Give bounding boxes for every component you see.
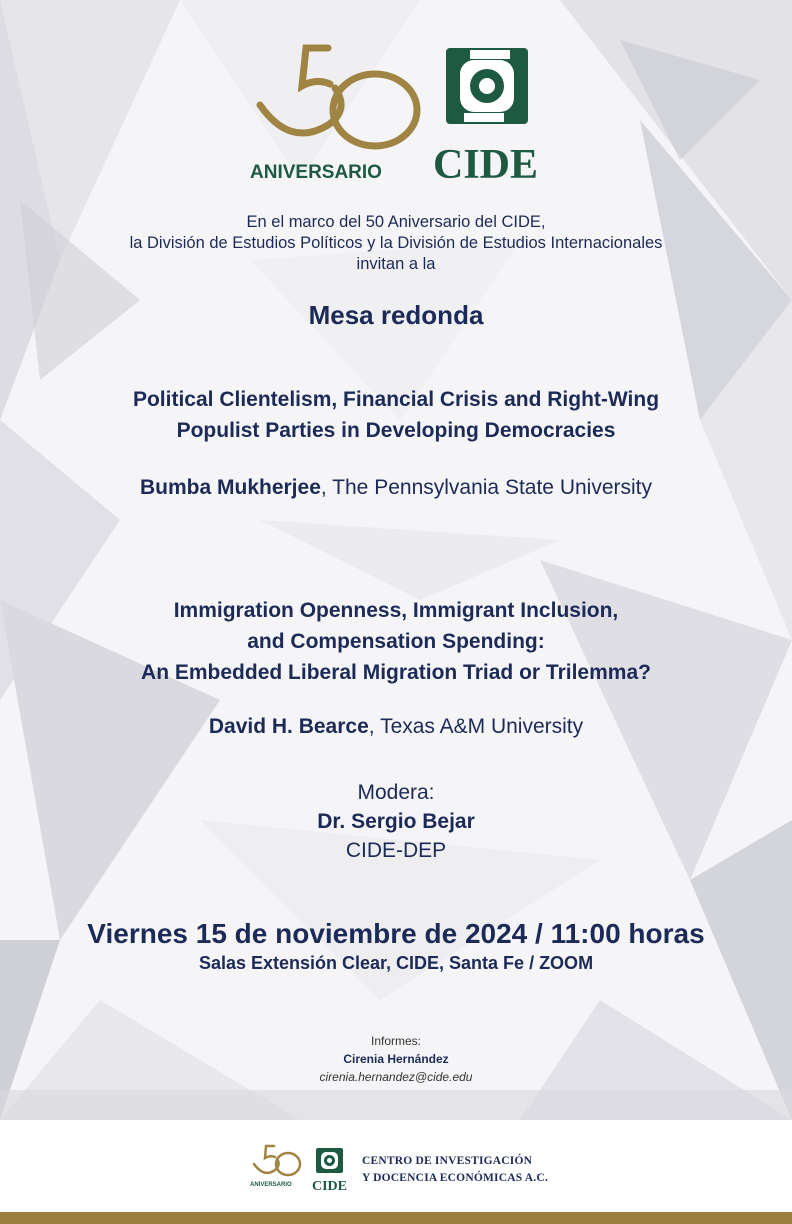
anniversary-logo [260, 48, 417, 146]
talk-2-title-line-3: An Embedded Liberal Migration Triad or Trilemma? [141, 661, 651, 684]
header-logos [240, 30, 560, 190]
event-date-time: Viernes 15 de noviembre de 2024 / 11:00 horas [87, 918, 705, 949]
contact-name: Cirenia Hernández [343, 1052, 449, 1066]
talk-2-title-line-2: and Compensation Spending: [247, 630, 545, 653]
anniversary-label: ANIVERSARIO [250, 162, 382, 183]
footer-cide-wordmark: CIDE [312, 1179, 348, 1194]
footer-line-2: Y DOCENCIA ECONÓMICAS A.C. [362, 1172, 548, 1184]
intro-line-1: En el marco del 50 Aniversario del CIDE, [246, 213, 546, 231]
footer-logos [248, 1140, 358, 1196]
cide-wordmark: CIDE [433, 142, 539, 188]
talk-2-speaker-name: David H. Bearce [208, 715, 369, 738]
footer-line-1: CENTRO DE INVESTIGACIÓN [362, 1155, 533, 1167]
talk-1-title-line-1: Political Clientelism, Financial Crisis and Right-Wing [132, 388, 660, 411]
footer-anniversary-logo [250, 1146, 300, 1188]
talk-1-speaker-name: Bumba Mukherjee [140, 476, 321, 499]
contact-email[interactable]: cirenia.hernandez@cide.edu [319, 1070, 473, 1084]
intro-text [0, 212, 792, 275]
footer-institution-name [362, 1153, 548, 1187]
event-venue: Salas Extensión Clear, CIDE, Santa Fe / ZOOM [198, 953, 594, 973]
intro-line-3: invitan a la [356, 255, 436, 273]
talk-2-title-line-1: Immigration Openness, Immigrant Inclusion, [173, 599, 619, 622]
contact-label: Informes: [370, 1034, 421, 1048]
talk-2-title [0, 595, 792, 688]
footer-cide-emblem-icon [316, 1148, 343, 1173]
moderator-label: Modera: [357, 781, 435, 804]
moderator-block [0, 778, 792, 865]
contact-info [0, 1032, 792, 1086]
talk-1-affiliation: , The Pennsylvania State University [320, 476, 652, 499]
cide-emblem-icon [446, 48, 528, 124]
moderator-name: Dr. Sergio Bejar [317, 810, 475, 833]
event-type: Mesa redonda [308, 300, 484, 330]
footer-anniversary-label: ANIVERSARIO [250, 1182, 292, 1188]
bottom-gold-bar [0, 1212, 792, 1224]
moderator-unit: CIDE-DEP [345, 839, 447, 862]
intro-line-2: la División de Estudios Políticos y la División de Estudios Internacionales [129, 234, 663, 252]
talk-2-speaker [0, 715, 792, 739]
talk-1-title [0, 384, 792, 446]
talk-2-affiliation: , Texas A&M University [368, 715, 584, 738]
talk-1-speaker [0, 476, 792, 500]
talk-1-title-line-2: Populist Parties in Developing Democracies [176, 419, 616, 442]
